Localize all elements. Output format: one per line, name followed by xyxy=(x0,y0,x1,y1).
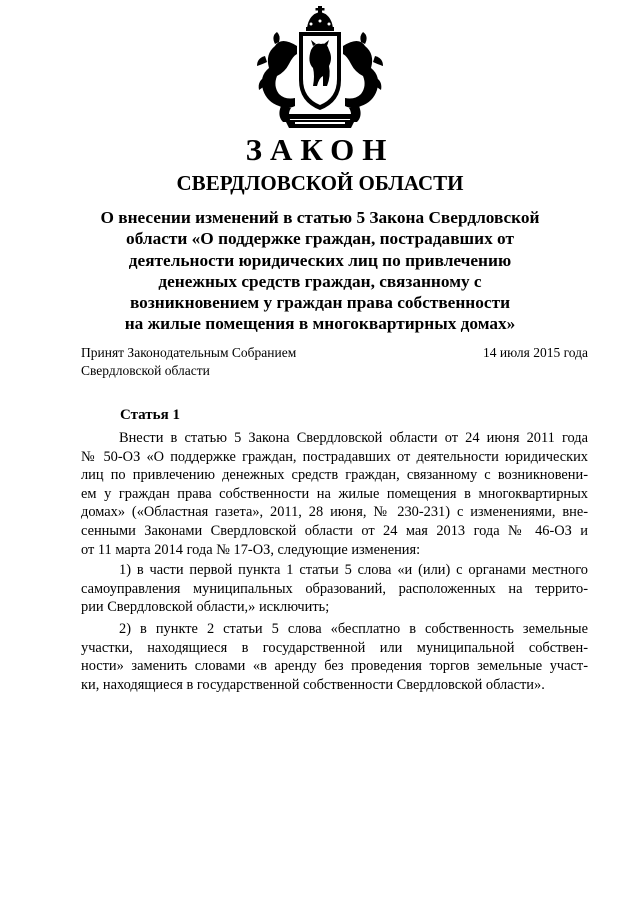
adoption-line: Принят Законодательным Собранием xyxy=(81,345,297,360)
paragraph-line: 1) в части первой пункта 1 статьи 5 слова «и (или) с органами местного xyxy=(119,562,588,578)
paragraph-line: рии Свердловской области,» исключить; xyxy=(81,599,330,616)
law-heading xyxy=(70,207,570,335)
article-paragraph-item-2 xyxy=(81,620,588,694)
paragraph-line: сенными Законами Свердловской области от 24 мая 2013 года № 46-ОЗ и xyxy=(81,522,588,539)
law-heading-line: О внесении изменений в статью 5 Закона Свердловской xyxy=(100,208,540,227)
paragraph-line: 2) в пункте 2 статьи 5 слова «бесплатно в собственность земельные xyxy=(119,621,588,637)
paragraph-line: самоуправления муниципальных образований, расположенных на террито- xyxy=(81,580,588,597)
document-title: ЗАКОН xyxy=(245,132,395,167)
law-heading-line: денежных средств граждан, связанному с xyxy=(158,271,482,291)
article-paragraph-intro xyxy=(81,429,588,559)
paragraph-line: участки, находящиеся в государственной или муниципальной собствен- xyxy=(81,639,588,656)
law-heading-line: области «О поддержке граждан, пострадавших от xyxy=(126,229,514,249)
adoption-line: Свердловской области xyxy=(81,363,210,378)
paragraph-line: ем у граждан права собственности на жилые помещения в многоквартирных xyxy=(81,485,588,502)
law-heading-line: на жилые помещения в многоквартирных домах» xyxy=(124,314,516,334)
paragraph-line: домах» («Областная газета», 2011, 28 июня, № 230-231) с изменениями, вне- xyxy=(81,504,588,521)
paragraph-line: ки, находящиеся в государственной собственности Свердловской области». xyxy=(81,676,545,693)
adoption-date: 14 июля 2015 года xyxy=(483,345,588,360)
document-subtitle: СВЕРДЛОВСКОЙ ОБЛАСТИ xyxy=(176,171,464,195)
article-paragraph-item-1 xyxy=(81,561,588,617)
paragraph-line: Внести в статью 5 Закона Свердловской области от 24 июня 2011 года xyxy=(119,430,588,446)
coat-of-arms-icon xyxy=(251,6,389,130)
paragraph-line: от 11 марта 2014 года № 17-ОЗ, следующие изменения: xyxy=(81,541,421,558)
paragraph-line: ности» заменить словами «в аренду без проведения торгов земельные участ- xyxy=(81,658,588,675)
article-title: Статья 1 xyxy=(120,407,180,423)
paragraph-line: № 50-ОЗ «О поддержке граждан, пострадавших от деятельности юридических xyxy=(81,448,588,465)
law-heading-line: возникновением у граждан права собственности xyxy=(129,293,511,313)
law-heading-line: деятельности юридических лиц по привлечению xyxy=(128,250,512,270)
paragraph-line: лиц по привлечению денежных средств граждан, связанному с возникновени- xyxy=(81,467,588,484)
adoption-statement xyxy=(81,344,296,380)
